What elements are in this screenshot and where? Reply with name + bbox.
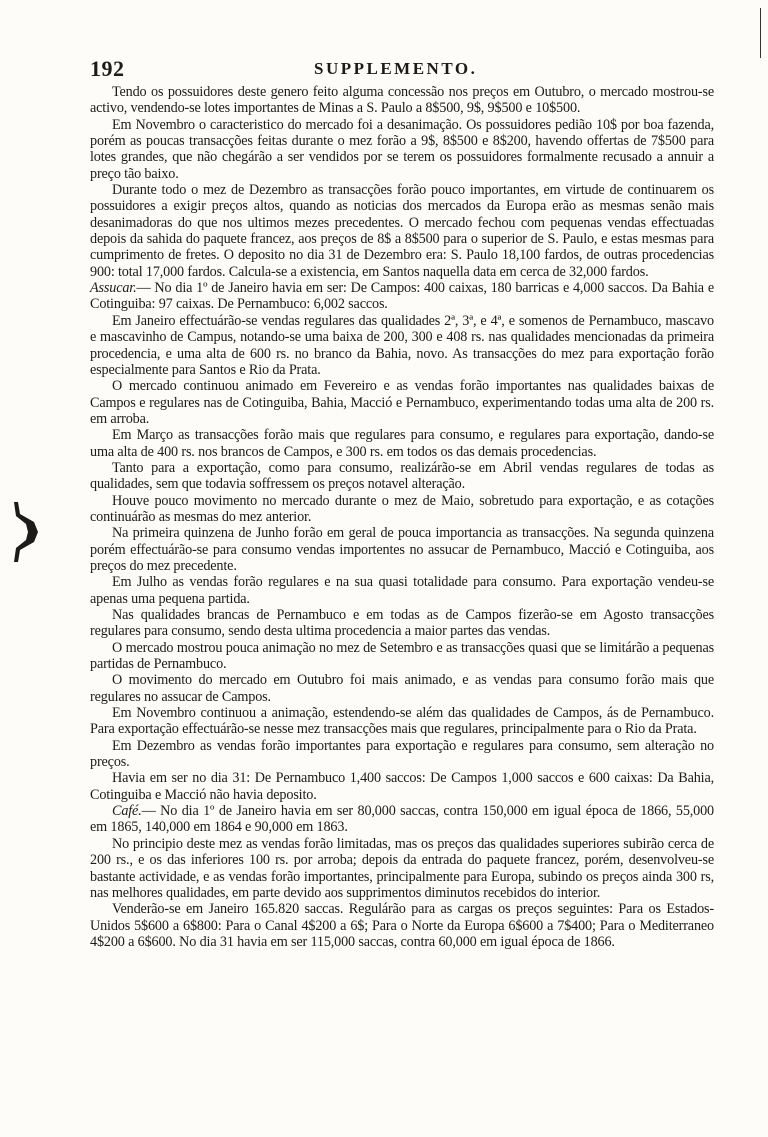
cafe-lead-text: — No dia 1º de Janeiro havia em ser 80,000 saccas, contra 150,000 em igual época de 1866, 55,000 em 1865, 140,000 em 1864 e 90,000 em 1863.	[90, 803, 714, 836]
page-header	[90, 56, 710, 80]
paragraph: Tendo os possuidores deste genero feito alguma concessão nos preços em Outubro, o mercado mostrou-se activo, vendendo-se lotes importantes de Minas a S. Paulo a 8$500, 9$, 9$500 e 10$500.	[90, 84, 714, 117]
body-text	[90, 84, 714, 950]
cafe-section-lead	[90, 803, 714, 836]
paragraph: No principio deste mez as vendas forão limitadas, mas os preços das qualidades superiores subirão cerca de 200 rs., e os das inferiores 100 rs. por arroba; depois da entrada do paquete francez, porém, desenvolveu-se bastante actividade, e as vendas forão importantes, principalmente para Europa, subindo os preços ainda 300 rs, nas melhores qualidades, em parte devido aos supprimentos diminutos recebidos do interior.	[90, 835, 714, 901]
binding-edge-mark	[4, 500, 40, 564]
paragraph: Havia em ser no dia 31: De Pernambuco 1,400 saccos: De Campos 1,000 saccos e 600 caixas: Da Bahia, Cotinguiba e Macció não havia deposito.	[90, 770, 714, 803]
paragraph: Em Julho as vendas forão regulares e na sua quasi totalidade para consumo. Para exportação vendeu-se apenas uma pequena partida.	[90, 574, 714, 607]
cafe-label: Café.	[112, 803, 142, 820]
paragraph: O mercado mostrou pouca animação no mez de Setembro e as transacções quasi que se limitárão a pequenas partidas de Pernambuco.	[90, 639, 714, 673]
assucar-section-lead	[90, 280, 714, 313]
paragraph: Em Dezembro as vendas forão importantes para exportação e regulares para consumo, sem alteração no preços.	[90, 737, 714, 771]
paragraph: O movimento do mercado em Outubro foi mais animado, e as vendas para consumo forão mais que regulares no assucar de Campos.	[90, 672, 714, 705]
assucar-label: Assucar.	[90, 280, 137, 297]
paragraph: Em Março as transacções forão mais que regulares para consumo, e regulares para exportação, dando-se uma alta de 400 rs. nos brancos de Campos, e 300 rs. em todos os das demais procedencias.	[90, 427, 714, 460]
paragraph: Tanto para a exportação, como para consumo, realizárão-se em Abril vendas regulares de todas as qualidades, sem que todavia soffressem os preços notavel alteração.	[90, 459, 714, 493]
paragraph: Houve pouco movimento no mercado durante o mez de Maio, sobretudo para exportação, e as cotações continuárão as mesmas do mez anterior.	[90, 492, 714, 525]
page-edge-line	[760, 8, 761, 58]
paragraph: O mercado continuou animado em Fevereiro e as vendas forão importantes nas qualidades baixas de Campos e regulares nas de Cotinguiba, Bahia, Macció e Pernambuco, experimentando todas uma alta de 200 rs. em arroba.	[90, 378, 714, 427]
paragraph: Venderão-se em Janeiro 165.820 saccas. Regulárão para as cargas os preços seguintes: Para os Estados-Unidos 5$600 a 6$800: Para o Canal 4$200 a 6$; Para o Norte da Europa 6$600 a 7$400; Para o Mediterraneo 4$200 a 6$600. No dia 31 havia em ser 115,000 saccas, contra 60,000 em igual época de 1866.	[90, 901, 714, 950]
paragraph: Em Novembro continuou a animação, estendendo-se além das qualidades de Campos, ás de Pernambuco. Para exportação effectuárão-se nesse mez transacções mais que regulares, principalmente para o Rio da Prata.	[90, 705, 714, 738]
page-title: SUPPLEMENTO.	[314, 59, 478, 78]
paragraph: Em Novembro o caracteristico do mercado foi a desanimação. Os possuidores pedião 10$ por boa fazenda, porém as poucas transacções feitas durante o mez forão a 9$, 8$500 e 8$200, havendo offertas de 7$500 para lotes grandes, que não chegárão a ser vendidos por se terem os possuidores formalmente recusado a annuir a preço tão baixo.	[90, 116, 714, 182]
paragraph: Na primeira quinzena de Junho forão em geral de pouca importancia as transacções. Na segunda quinzena porém effectuárão-se para consumo vendas importentes no assucar de Pernambuco, Macció e Cotinguiba, aos preços do mez precedente.	[90, 525, 714, 574]
paragraph: Durante todo o mez de Dezembro as transacções forão pouco importantes, em virtude de continuarem os possuidores a exigir preços altos, quando as noticias dos mercados da Europa erão as mesmas senão mais desanimadoras do que nos ultimos mezes precedentes. O mercado fechou com pequenas vendas effectuadas depois da sahida do paquete francez, aos preços de 8$ a 8$500 para o superior de S. Paulo, e estas mesmas para cumprimento de fretes. O deposito no dia 31 de Dezembro era: S. Paulo 18,100 fardos, de outras procedencias 900: total 17,000 fardos. Calcula-se a existencia, em Santos naquella data em cerca de 32,000 fardos.	[90, 182, 714, 280]
assucar-lead-text: — No dia 1º de Janeiro havia em ser: De Campos: 400 caixas, 180 barricas e 4,000 saccos. Da Bahia e Cotinguiba: 97 caixas. De Pernambuco: 6,002 saccos.	[90, 280, 714, 313]
paragraph: Nas qualidades brancas de Pernambuco e em todas as de Campos fizerão-se em Agosto transacções regulares para consumo, sendo desta ultima procedencia a maior partes das vendas.	[90, 607, 714, 640]
paragraph: Em Janeiro effectuárão-se vendas regulares das qualidades 2ª, 3ª, e 4ª, e somenos de Pernambuco, mascavo e mascavinho de Campus, notando-se uma baixa de 200, 300 e 408 rs. nas qualidades mencionadas da primeira procedencia, e uma alta de 600 rs. no branco da Bahia, novo. As transacções do mez para exportação forão especialmente para Santos e Rio da Prata.	[90, 312, 714, 378]
page-number: 192	[90, 56, 125, 81]
